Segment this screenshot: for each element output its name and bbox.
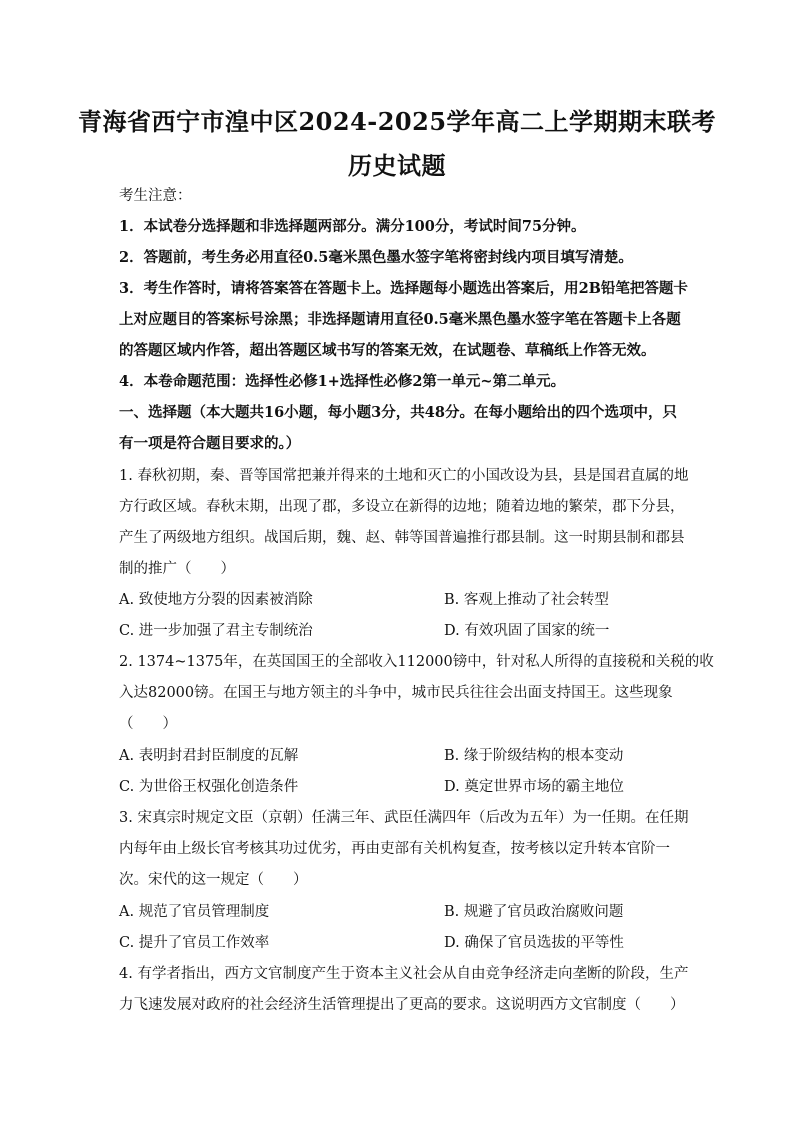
notice-item: 2．答题前，考生务必用直径0.5毫米黑色墨水签字笔将密封线内项目填写清楚。 [119,249,633,266]
exam-subtitle: 历史试题 [348,151,446,180]
question-2-option-d: D. 奠定世界市场的霸主地位 [444,779,624,795]
question-2-line: 2. 1374~1375年，在英国国王的全部收入112000镑中，针对私人所得的直接税和关税的收 [119,654,714,670]
question-1-line: 方行政区域。春秋末期，出现了郡，多设立在新得的边地；随着边地的繁荣，郡下分县， [119,499,685,515]
notice-item: 上对应题目的答案标号涂黑；非选择题请用直径0.5毫米黑色墨水签字笔在答题卡上各题 [119,311,681,328]
question-3-option-c: C. 提升了官员工作效率 [119,935,270,951]
notice-heading: 考生注意： [119,188,192,204]
notice-item: 3．考生作答时，请将答案答在答题卡上。选择题每小题选出答案后，用2B铅笔把答题卡 [119,280,688,297]
question-3-option-a: A. 规范了官员管理制度 [119,904,270,920]
question-1-line: 1. 春秋初期，秦、晋等国常把兼并得来的土地和灭亡的小国改设为县，县是国君直属的地 [119,468,689,484]
question-1-option-b: B. 客观上推动了社会转型 [444,592,609,608]
question-2-option-c: C. 为世俗王权强化创造条件 [119,779,299,795]
question-3-option-b: B. 规避了官员政治腐败问题 [444,904,624,920]
exam-title: 青海省西宁市湟中区2024-2025学年高二上学期期末联考 [77,107,717,136]
question-2-option-b: B. 缘于阶级结构的根本变动 [444,748,624,764]
question-2-line: 入达82000镑。在国王与地方领主的斗争中，城市民兵往往会出面支持国王。这些现象 [119,685,673,701]
question-1-option-a: A. 致使地方分裂的因素被消除 [119,592,313,608]
question-4-line: 4. 有学者指出，西方文官制度产生于资本主义社会从自由竞争经济走向垄断的阶段，生产 [119,966,689,982]
question-3-option-d: D. 确保了官员选拔的平等性 [444,935,624,951]
section-heading-cont: 有一项是符合题目要求的。） [119,435,301,452]
question-1-option-c: C. 进一步加强了君主专制统治 [119,623,313,639]
question-3-line: 内每年由上级长官考核其功过优劣，再由吏部有关机构复查，按考核以定升转本官阶一 [119,841,670,857]
question-2-option-a: A. 表明封君封臣制度的瓦解 [119,748,299,764]
notice-item: 1．本试卷分选择题和非选择题两部分。满分100分，考试时间75分钟。 [119,218,586,235]
question-4-line: 力飞速发展对政府的社会经济生活管理提出了更高的要求。这说明西方文官制度（ ） [119,997,685,1013]
section-heading: 一、选择题（本大题共16小题，每小题3分，共48分。在每小题给出的四个选项中，只 [119,404,677,421]
notice-item: 的答题区域内作答，超出答题区域书写的答案无效，在试题卷、草稿纸上作答无效。 [119,342,656,359]
question-1-option-d: D. 有效巩固了国家的统一 [444,623,610,639]
question-2-line: （ ） [119,716,177,732]
question-3-line: 3. 宋真宗时规定文臣（京朝）任满三年、武臣任满四年（后改为五年）为一任期。在任期 [119,810,689,826]
notice-item: 4．本卷命题范围：选择性必修1+选择性必修2第一单元~第二单元。 [119,373,566,390]
question-3-line: 次。宋代的这一规定（ ） [119,872,308,888]
question-1-line: 产生了两级地方组织。战国后期，魏、赵、韩等国普遍推行郡县制。这一时期县制和郡县 [119,530,685,546]
question-1-line: 制的推广（ ） [119,561,235,577]
